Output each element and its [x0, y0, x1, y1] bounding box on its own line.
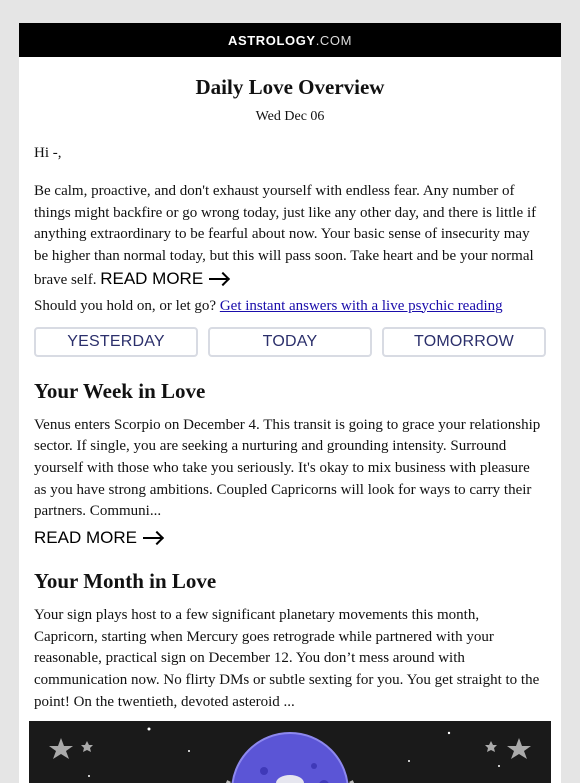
daily-read-more-link[interactable]	[100, 268, 229, 290]
month-section-title: Your Month in Love	[34, 569, 217, 594]
logo-suffix: .COM	[315, 32, 353, 48]
psychic-reading-link[interactable]: Get instant answers with a live psychic reading	[219, 297, 503, 314]
tab-yesterday[interactable]: YESTERDAY	[34, 327, 198, 357]
email-content	[19, 75, 561, 783]
daily-horoscope-text	[34, 181, 546, 292]
logo-text: ASTROLOGY	[227, 32, 316, 48]
arrow-right-icon	[143, 532, 163, 544]
top-bar	[19, 23, 561, 57]
week-text: Venus enters Scorpio on December 4. This transit is going to grace your relationship sector. If single, you are seeking a nurturing and grounding intensity. Surround yourself with those who take you seriously. It's okay to mix business with pleasure as you have strong ambitions. Coupled Capricorns will look for ways to carry their partners. Communi...	[34, 416, 541, 520]
month-text: Your sign plays host to a few significant planetary movements this month, Capricorn, starting when Mercury goes retrograde while partnered with your reasonable, practical sign on December 12. You don’t mess around with communication now. No flirty DMs or subtle sexting for you. You get straight to the point! On the twentieth, devoted asteroid ...	[34, 607, 540, 710]
psychic-question: Should you hold on, or let go?	[34, 297, 217, 314]
tab-tomorrow[interactable]: TOMORROW	[382, 327, 546, 357]
arrow-right-icon	[209, 273, 229, 285]
read-more-label: READ MORE	[100, 268, 204, 288]
email-card	[19, 23, 561, 783]
week-section-title: Your Week in Love	[34, 378, 206, 403]
daily-text: Be calm, proactive, and don't exhaust yourself with endless fear. Any number of things might backfire or go wrong today, just like any other day, and there is little if anything extraordinary to be fearful about now. Your basic sense of insecurity may be higher than normal today, but this will pass soon. Take heart and be your normal brave self.	[34, 183, 537, 288]
page-title: Daily Love Overview	[195, 75, 385, 99]
psychic-prompt	[34, 298, 546, 315]
day-tabs	[34, 327, 546, 357]
week-read-more-link[interactable]	[34, 528, 163, 548]
date-label: Wed Dec 06	[255, 109, 325, 124]
astrology-logo[interactable]	[228, 33, 352, 48]
tab-today[interactable]: TODAY	[208, 327, 372, 357]
read-more-label: READ MORE	[34, 528, 137, 548]
greeting: Hi -,	[34, 145, 62, 161]
